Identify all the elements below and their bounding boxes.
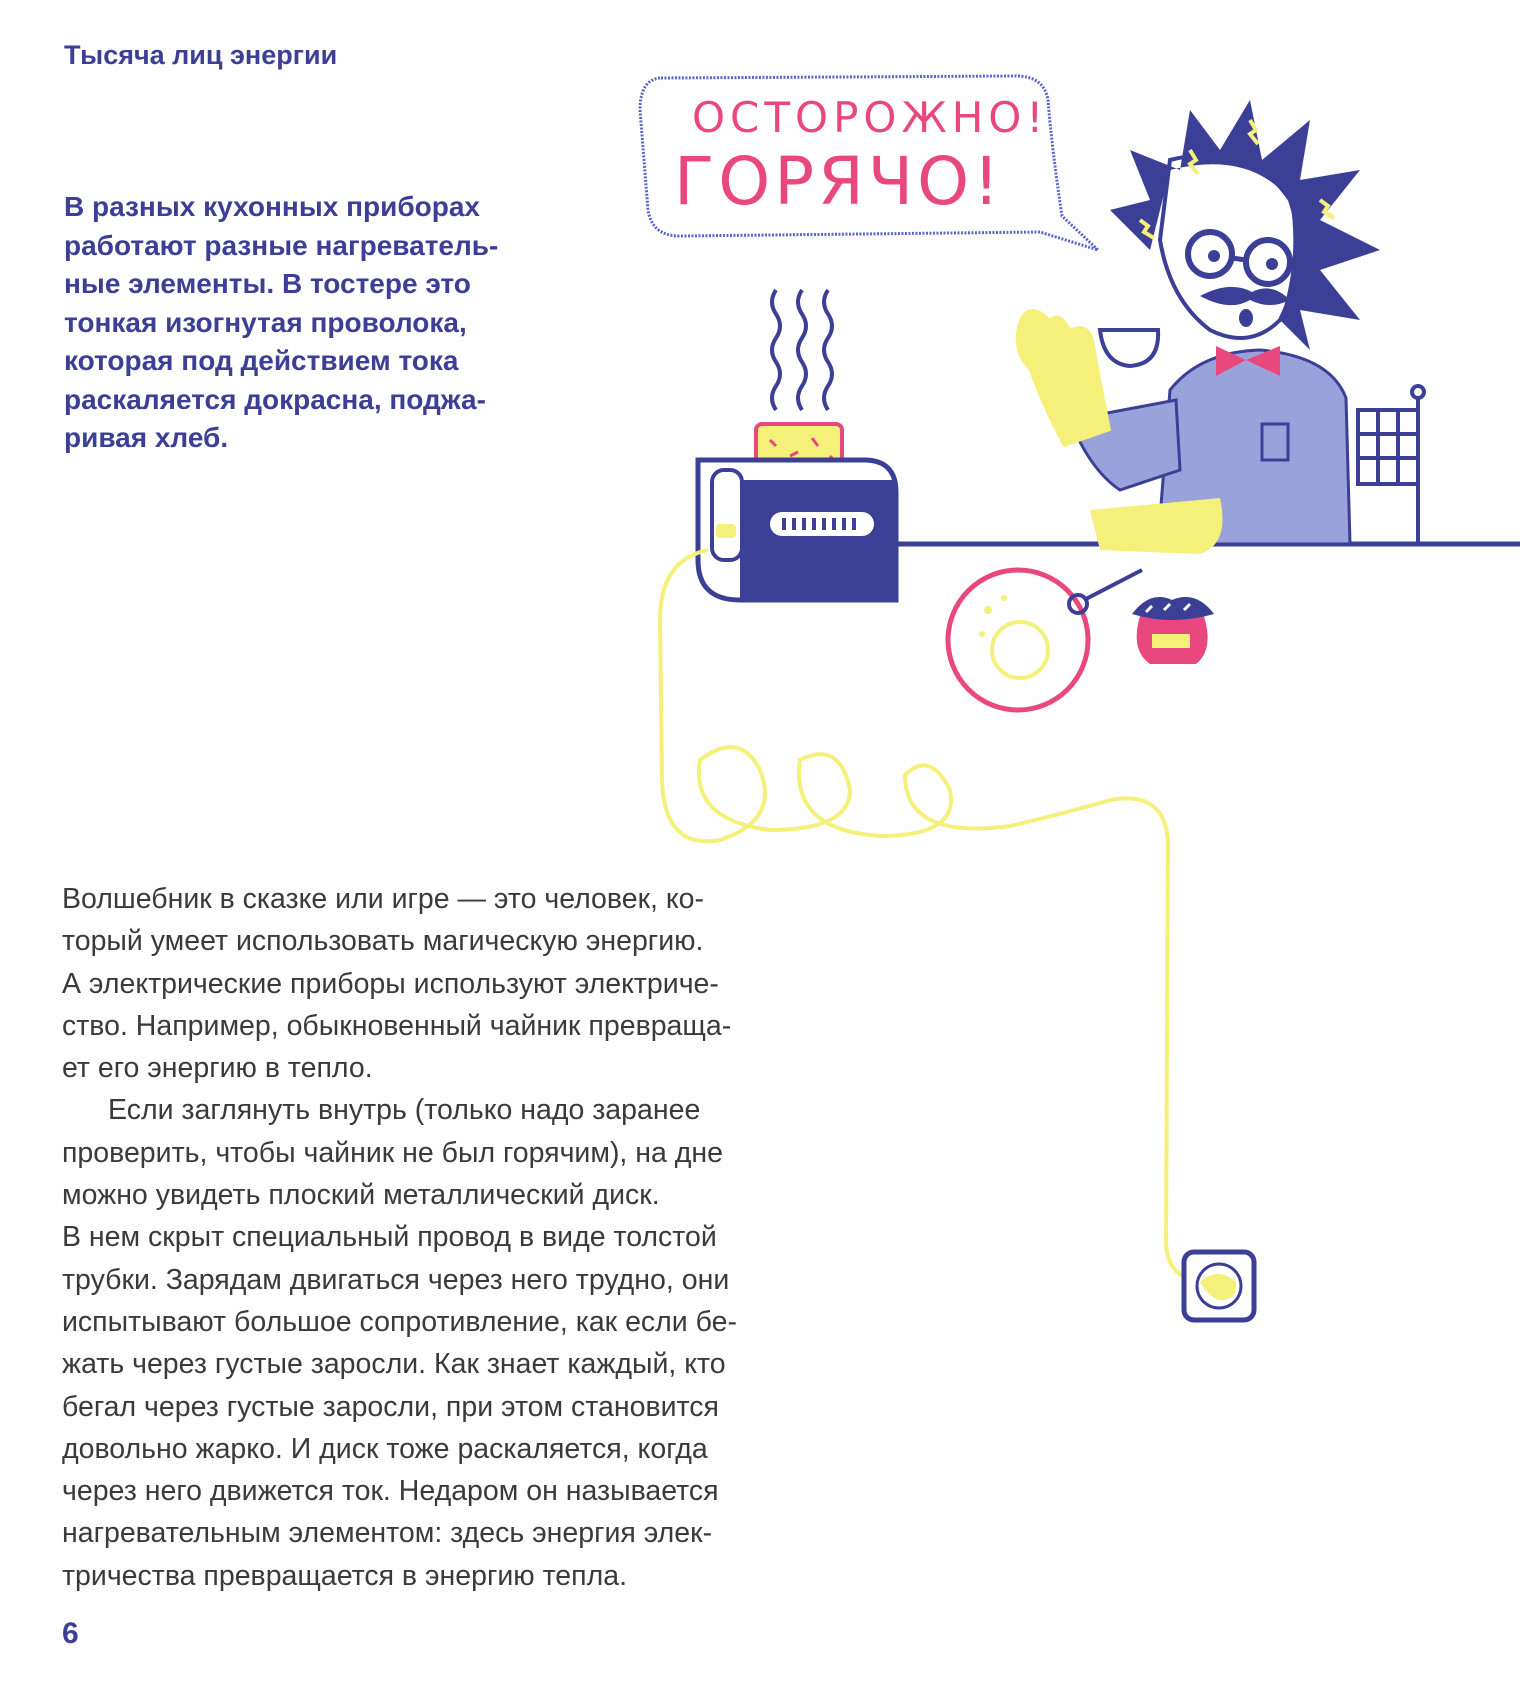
bubble-line-1: ОСТОРОЖНО! xyxy=(692,93,1049,142)
paragraph-2-line: испытывают большое сопротивление, как если бе- xyxy=(62,1305,737,1338)
paragraph-2-line: нагревательным элементом: здесь энергия элек- xyxy=(62,1517,713,1550)
paragraph-2-line: жать через густые заросли. Как знает каждый, кто xyxy=(62,1348,726,1381)
caption-line: работают разные нагреватель- xyxy=(64,229,499,261)
page-number: 6 xyxy=(62,1617,79,1650)
paragraph-2-line: проверить, чтобы чайник не был горячим), на дне xyxy=(62,1136,723,1169)
paragraph-1-line: ет его энергию в тепло. xyxy=(62,1052,373,1085)
wall-socket-icon xyxy=(1184,1252,1254,1320)
caption-line: ривая хлеб. xyxy=(64,422,229,453)
paragraph-1-line: ство. Например, обыкновенный чайник превраща- xyxy=(62,1009,732,1042)
running-head: Тысяча лиц энергии xyxy=(64,40,338,70)
paragraph-2-line: можно увидеть плоский металлический диск. xyxy=(62,1179,660,1212)
caption-line: которая под действием тока xyxy=(64,345,459,376)
paragraph-2-line: Если заглянуть внутрь (только надо заранее xyxy=(108,1094,701,1127)
caption-line: В разных кухонных приборах xyxy=(64,191,480,222)
caption-line: ные элементы. В тостере это xyxy=(64,268,471,299)
jam-jar-icon xyxy=(1132,597,1214,664)
bubble-line-2: ГОРЯЧО! xyxy=(674,143,1004,220)
steam-icon xyxy=(772,290,832,410)
plate-icon xyxy=(948,570,1088,710)
speech-bubble xyxy=(640,76,1098,250)
paragraph-2-line: довольно жарко. И диск тоже раскаляется, когда xyxy=(62,1432,708,1465)
paragraph-2-line: трубки. Зарядам двигаться через него трудно, они xyxy=(62,1263,730,1296)
caption-line: тонкая изогнутая проволока, xyxy=(64,306,467,338)
paragraph-2-line: через него движется ток. Недаром он называется xyxy=(62,1475,719,1508)
toaster-icon xyxy=(698,460,896,600)
paragraph-2-line: тричества превращается в энергию тепла. xyxy=(62,1559,627,1592)
paragraph-2-line: бегал через густые заросли, при этом становится xyxy=(62,1390,719,1423)
scientist-character xyxy=(1017,100,1380,554)
caption-line: раскаляется докрасна, поджа- xyxy=(64,383,486,415)
window-icon xyxy=(1358,386,1424,544)
paragraph-1-line: торый умеет использовать магическую энергию. xyxy=(62,925,704,958)
illustration-caption xyxy=(64,188,524,458)
paragraph-1-line: Волшебник в сказке или игре — это человек, ко- xyxy=(62,883,705,915)
main-text xyxy=(62,878,822,1597)
paragraph-1-line: А электрические приборы используют электриче- xyxy=(62,967,719,1000)
paragraph-2-line: В нем скрыт специальный провод в виде толстой xyxy=(62,1221,717,1254)
